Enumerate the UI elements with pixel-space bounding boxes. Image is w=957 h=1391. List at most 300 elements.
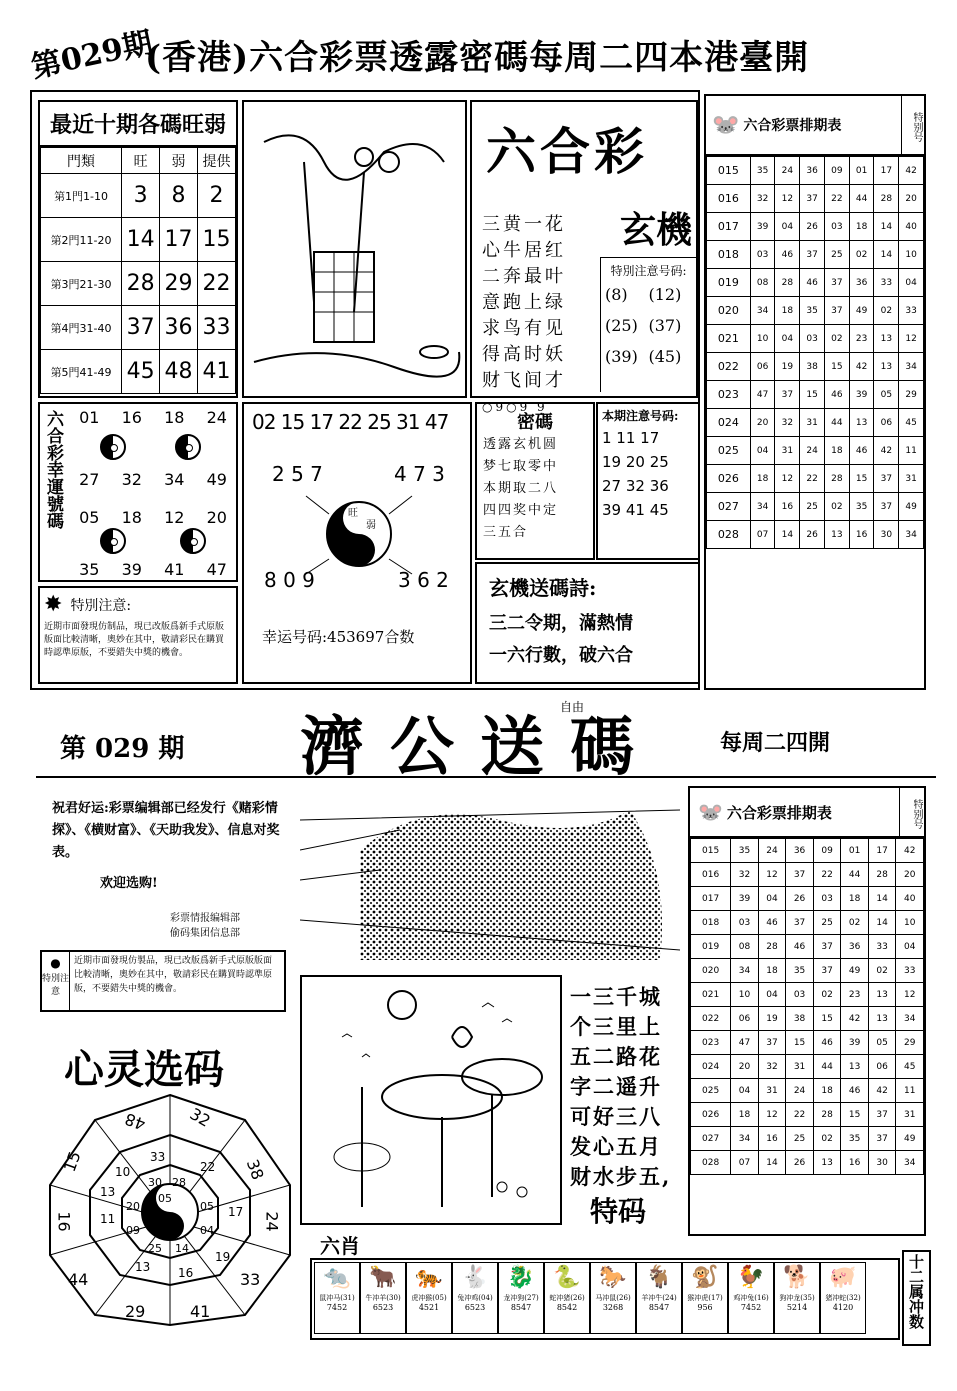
schedule-row xyxy=(691,1007,924,1031)
schedule-title-wrap xyxy=(690,788,900,836)
schedule-cell: 49 xyxy=(849,297,874,325)
wheel-num: 28 xyxy=(172,1176,186,1189)
wheel-num: 41 xyxy=(190,1302,211,1321)
wheel-num: 17 xyxy=(228,1205,244,1219)
wheel-num: 14 xyxy=(175,1242,189,1255)
landscape-image xyxy=(300,790,685,970)
poem-line: 三二令期，滿熱情 xyxy=(489,613,633,634)
schedule-cell: 46 xyxy=(786,935,814,959)
schedule-cell: 04 xyxy=(899,269,924,297)
schedule-cell: 35 xyxy=(786,959,814,983)
center-right-bottom: 3 6 2 xyxy=(398,568,449,592)
zodiac-icon: 🐕 xyxy=(783,1265,811,1290)
schedule-cell: 14 xyxy=(758,1151,786,1175)
schedule-issue: 025 xyxy=(707,437,751,465)
schedule-row xyxy=(707,409,924,437)
schedule-issue: 020 xyxy=(691,959,731,983)
schedule-cell: 04 xyxy=(731,1079,759,1103)
schedule-cell: 28 xyxy=(824,465,849,493)
divider xyxy=(36,776,936,778)
mima-line: 本期取二八 xyxy=(483,481,559,496)
schedule-cell: 15 xyxy=(786,1031,814,1055)
zodiac-name: 虎冲猴(05) xyxy=(411,1294,447,1302)
schedule-row xyxy=(707,297,924,325)
schedule-cell: 46 xyxy=(800,269,825,297)
wheel-num: 33 xyxy=(240,1270,261,1289)
zodiac-side: 十二属冲数 xyxy=(902,1250,931,1346)
zodiac-item xyxy=(406,1262,452,1334)
wheel-num: 10 xyxy=(115,1165,131,1179)
schedule-cell: 12 xyxy=(775,185,800,213)
schedule-cell: 26 xyxy=(800,213,825,241)
schedule-cell: 06 xyxy=(868,1055,896,1079)
wheel-num: 05 xyxy=(200,1200,214,1213)
poem2-line: 财水步五, xyxy=(570,1164,672,1189)
mima-line: 透露玄机圆 xyxy=(483,437,559,452)
landscape-drawing xyxy=(300,790,685,970)
xuanji-subtitle: 玄機 xyxy=(619,209,692,251)
schedule-row xyxy=(707,465,924,493)
xuanji-poem xyxy=(482,212,566,420)
benqi-box xyxy=(596,402,700,560)
lucky-row xyxy=(68,508,238,527)
schedule-cell: 14 xyxy=(868,911,896,935)
schedule-cell: 13 xyxy=(824,521,849,549)
lucky-num: 01 xyxy=(79,408,100,427)
schedule-issue: 025 xyxy=(691,1079,731,1103)
schedule-row xyxy=(691,863,924,887)
cell: 48 xyxy=(160,350,198,394)
poem2-line: 一三千城 xyxy=(570,984,662,1009)
schedule-issue: 020 xyxy=(707,297,751,325)
schedule-cell: 29 xyxy=(899,381,924,409)
center-top: 02 15 17 22 25 31 47 xyxy=(252,410,449,434)
schedule-cell: 34 xyxy=(896,1007,924,1031)
schedule-cell: 37 xyxy=(800,241,825,269)
row-label: 第1門1-10 xyxy=(41,174,122,218)
schedule-cell: 06 xyxy=(750,353,775,381)
zodiac-icon: 🐍 xyxy=(553,1265,581,1290)
zodiac-name: 鸡冲兔(16) xyxy=(733,1294,769,1302)
wheel-num: 32 xyxy=(186,1104,214,1131)
row-label: 第2門11-20 xyxy=(41,218,122,262)
schedule-cell: 30 xyxy=(874,521,899,549)
schedule-cell: 14 xyxy=(775,521,800,549)
circle-icon: ● xyxy=(50,956,61,970)
schedule-cell: 37 xyxy=(813,959,841,983)
schedule-cell: 11 xyxy=(899,437,924,465)
schedule-cell: 16 xyxy=(849,521,874,549)
cell: 14 xyxy=(122,218,160,262)
cell: 33 xyxy=(198,306,236,350)
schedule-cell: 24 xyxy=(758,839,786,863)
schedule-cell: 03 xyxy=(786,983,814,1007)
wheel-num: 25 xyxy=(148,1242,162,1255)
notice-text: 近期市面發現仿制品，現已改版爲新手式原版版面比較清晰，奧妙在其中，敬請彩民在購買時認準原版，不要錯失中獎的機會。 xyxy=(44,622,225,658)
schedule-cell: 03 xyxy=(824,213,849,241)
schedule-issue: 023 xyxy=(691,1031,731,1055)
star-icon: ✸ xyxy=(44,592,63,617)
schedule-cell: 44 xyxy=(813,1055,841,1079)
schedule-cell: 46 xyxy=(758,911,786,935)
zodiac-name: 龙冲狗(27) xyxy=(503,1294,539,1302)
xuanji-box xyxy=(470,100,698,414)
benqi-numbers xyxy=(602,426,694,522)
lucky-row xyxy=(68,408,238,427)
wheel-num: 16 xyxy=(178,1266,194,1280)
schedule-cell: 49 xyxy=(896,1127,924,1151)
center-right-top: 4 7 3 xyxy=(394,462,445,486)
wheel-num: 22 xyxy=(200,1160,216,1174)
zodiac-name: 狗冲龙(35) xyxy=(779,1294,815,1302)
zodiac-number: 3268 xyxy=(602,1303,624,1312)
schedule-cell: 25 xyxy=(813,911,841,935)
schedule-cell: 02 xyxy=(813,983,841,1007)
jigong-small: 自由 xyxy=(560,700,585,714)
zodiac-icon: 🐒 xyxy=(691,1265,719,1290)
schedule-issue: 016 xyxy=(707,185,751,213)
schedule-cell: 03 xyxy=(750,241,775,269)
schedule-row xyxy=(707,325,924,353)
schedule-cell: 38 xyxy=(786,1007,814,1031)
schedule-cell: 04 xyxy=(758,887,786,911)
zodiac-item xyxy=(820,1262,866,1334)
wheel-num: 20 xyxy=(126,1200,140,1213)
zodiac-icon: 🐎 xyxy=(599,1265,627,1290)
poem-line: 财飞间才 xyxy=(482,370,566,391)
special-number: (25) xyxy=(605,316,638,335)
schedule-cell: 18 xyxy=(841,887,869,911)
schedule-issue: 023 xyxy=(707,381,751,409)
zodiac-number: 6523 xyxy=(464,1303,486,1312)
wheel-num: 15 xyxy=(59,1148,85,1175)
schedule-row xyxy=(691,1151,924,1175)
schedule-cell: 10 xyxy=(750,325,775,353)
wheel-num: 16 xyxy=(54,1211,74,1232)
schedule-cell: 13 xyxy=(813,1151,841,1175)
mima-line: 梦七取零中 xyxy=(483,459,559,474)
schedule-cell: 12 xyxy=(899,325,924,353)
hotcold-box xyxy=(38,100,238,398)
schedule-cell: 02 xyxy=(824,493,849,521)
schedule-cell: 05 xyxy=(868,1031,896,1055)
schedule-cell: 40 xyxy=(899,213,924,241)
mima-lines xyxy=(483,434,587,544)
lucky-num: 16 xyxy=(121,408,142,427)
zodiac-icon: 🐓 xyxy=(737,1265,765,1290)
schedule-cell: 31 xyxy=(800,409,825,437)
schedule-cell: 20 xyxy=(899,185,924,213)
tema-label: 特码 xyxy=(590,1195,647,1228)
notice2-sig1: 彩票情报编辑部 xyxy=(170,913,240,924)
schedule-cell: 04 xyxy=(775,213,800,241)
schedule-cell: 07 xyxy=(731,1151,759,1175)
zodiac-item xyxy=(544,1262,590,1334)
schedule-cell: 34 xyxy=(896,1151,924,1175)
schedule-cell: 14 xyxy=(874,241,899,269)
schedule-cell: 25 xyxy=(800,493,825,521)
schedule-header xyxy=(706,96,924,156)
schedule-issue: 018 xyxy=(691,911,731,935)
schedule-cell: 37 xyxy=(813,935,841,959)
schedule-cell: 32 xyxy=(758,1055,786,1079)
schedule-cell: 12 xyxy=(758,863,786,887)
schedule-cell: 37 xyxy=(800,185,825,213)
schedule-cell: 18 xyxy=(813,1079,841,1103)
schedule-title: 六合彩票排期表 xyxy=(726,803,832,822)
schedule-cell: 02 xyxy=(849,241,874,269)
lucky-row xyxy=(68,560,238,579)
notice2-box xyxy=(40,790,300,1030)
lucky-num: 35 xyxy=(79,560,100,579)
schedule-cell: 16 xyxy=(758,1127,786,1151)
schedule-cell: 28 xyxy=(868,863,896,887)
schedule-cell: 35 xyxy=(841,1127,869,1151)
wheel-num: 33 xyxy=(150,1150,166,1164)
schedule-cell: 32 xyxy=(775,409,800,437)
schedule-cell: 46 xyxy=(849,437,874,465)
schedule-cell: 08 xyxy=(731,935,759,959)
schedule-cell: 13 xyxy=(841,1055,869,1079)
schedule-cell: 10 xyxy=(896,911,924,935)
zodiac-icon: 🐐 xyxy=(645,1265,673,1290)
poem2-line: 个三里上 xyxy=(570,1014,662,1039)
lotus-image xyxy=(300,975,562,1225)
schedule-cell: 15 xyxy=(800,381,825,409)
schedule-cell: 13 xyxy=(868,1007,896,1031)
schedule-cell: 33 xyxy=(896,959,924,983)
schedule-cell: 42 xyxy=(874,437,899,465)
schedule-cell: 04 xyxy=(896,935,924,959)
cut-label: 六肖 xyxy=(320,1234,360,1258)
schedule-cell: 35 xyxy=(849,493,874,521)
poem-line: 意跑上绿 xyxy=(482,292,566,313)
schedule-cell: 12 xyxy=(896,983,924,1007)
mima-line: 三五合 xyxy=(483,525,529,540)
schedule-special-label: 特别号 xyxy=(911,799,922,829)
zodiac-name: 猴冲虎(17) xyxy=(687,1294,723,1302)
schedule-cell: 49 xyxy=(899,493,924,521)
schedule-row xyxy=(707,269,924,297)
schedule-cell: 36 xyxy=(786,839,814,863)
schedule-cell: 18 xyxy=(731,1103,759,1127)
schedule-cell: 49 xyxy=(841,959,869,983)
schedule-cell: 34 xyxy=(899,521,924,549)
zodiac-number: 8547 xyxy=(510,1303,532,1312)
schedule-cell: 04 xyxy=(750,437,775,465)
schedule-issue: 026 xyxy=(691,1103,731,1127)
jigong-title: 濟公送碼 xyxy=(300,710,660,785)
schedule-cell: 22 xyxy=(786,1103,814,1127)
poem2 xyxy=(570,982,671,1192)
center-numbers-box xyxy=(242,402,472,684)
schedule-cell: 16 xyxy=(775,493,800,521)
zodiac-item xyxy=(774,1262,820,1334)
wheel-num: 05 xyxy=(158,1192,172,1205)
schedule-cell: 36 xyxy=(841,935,869,959)
schedule-cell: 44 xyxy=(849,185,874,213)
schedule-cell: 17 xyxy=(874,157,899,185)
schedule-cell: 22 xyxy=(800,465,825,493)
schedule-row xyxy=(707,381,924,409)
warn-left xyxy=(42,952,70,1010)
cell: 29 xyxy=(160,262,198,306)
notice2-welcome: 欢迎选购! xyxy=(100,876,158,891)
schedule-cell: 14 xyxy=(868,887,896,911)
yin-yang-icon xyxy=(175,434,201,460)
lucky-num: 24 xyxy=(206,408,227,427)
hotcold-table xyxy=(40,147,236,394)
schedule-cell: 10 xyxy=(899,241,924,269)
cell: 22 xyxy=(198,262,236,306)
schedule-title-wrap xyxy=(706,96,902,154)
schedule-cell: 44 xyxy=(824,409,849,437)
zodiac-item xyxy=(590,1262,636,1334)
zodiac-icon: 🐇 xyxy=(461,1265,489,1290)
cell: 2 xyxy=(198,174,236,218)
benqi-title: 本期注意号码: xyxy=(602,409,679,423)
schedule-cell: 02 xyxy=(874,297,899,325)
schedule-cell: 09 xyxy=(824,157,849,185)
schedule-cell: 37 xyxy=(786,911,814,935)
zodiac-number: 5214 xyxy=(786,1303,808,1312)
schedule-cell: 29 xyxy=(896,1031,924,1055)
schedule-cell: 02 xyxy=(841,911,869,935)
schedule-cell: 18 xyxy=(824,437,849,465)
zodiac-number: 4521 xyxy=(418,1303,440,1312)
hotcold-title: 最近十期各碼旺弱 xyxy=(40,102,236,147)
notice-title: 特別注意: xyxy=(70,597,132,614)
poem-dots: ○9○9 9 xyxy=(482,400,548,414)
schedule-row xyxy=(691,1079,924,1103)
wheel-num: 30 xyxy=(148,1176,162,1189)
poem-line: 得高时妖 xyxy=(482,344,566,365)
schedule-cell: 32 xyxy=(750,185,775,213)
schedule-cell: 22 xyxy=(813,863,841,887)
zodiac-item xyxy=(314,1262,360,1334)
cell: 36 xyxy=(160,306,198,350)
row-label: 第3門21-30 xyxy=(41,262,122,306)
schedule-cell: 35 xyxy=(731,839,759,863)
schedule-cell: 19 xyxy=(775,353,800,381)
schedule-cell: 37 xyxy=(786,863,814,887)
zodiac-icon: 🐅 xyxy=(415,1265,443,1290)
schedule-row xyxy=(691,839,924,863)
schedule-row xyxy=(707,157,924,185)
row-label: 第4門31-40 xyxy=(41,306,122,350)
lucky-num: 39 xyxy=(121,560,142,579)
lucky-num: 49 xyxy=(206,470,227,489)
schedule-issue: 024 xyxy=(707,409,751,437)
zodiac-number: 7452 xyxy=(740,1303,762,1312)
schedule-cell: 19 xyxy=(758,1007,786,1031)
schedule-cell: 33 xyxy=(868,935,896,959)
schedule-cell: 24 xyxy=(775,157,800,185)
schedule-cell: 35 xyxy=(750,157,775,185)
schedule-cell: 25 xyxy=(786,1127,814,1151)
zodiac-number: 4120 xyxy=(832,1303,854,1312)
col-header: 門類 xyxy=(41,148,122,174)
schedule-cell: 05 xyxy=(874,381,899,409)
schedule-cell: 36 xyxy=(800,157,825,185)
mascot-icon: 🐭 xyxy=(712,112,740,138)
schedule-cell: 04 xyxy=(775,325,800,353)
schedule-cell: 02 xyxy=(868,959,896,983)
xuanji-title: 六合彩 xyxy=(486,122,648,181)
mima-line: 四四奖中定 xyxy=(483,503,559,518)
zodiac-number: 8542 xyxy=(556,1303,578,1312)
yin-label2: 弱 xyxy=(366,520,376,531)
schedule-cell: 34 xyxy=(731,959,759,983)
schedule-cell: 46 xyxy=(841,1079,869,1103)
schedule-cell: 15 xyxy=(824,353,849,381)
schedule-row xyxy=(707,437,924,465)
zodiac-name: 羊冲牛(24) xyxy=(641,1294,677,1302)
warn-text: 近期市面發現仿製品，現已改版爲新手式原版版面比較清晰，奧妙在其中，敬請彩民在購買時認準原版，不要錯失中獎的機會。 xyxy=(74,956,273,994)
schedule-cell: 47 xyxy=(750,381,775,409)
cell: 8 xyxy=(160,174,198,218)
schedule-cell: 47 xyxy=(731,1031,759,1055)
zodiac-name: 马冲鼠(26) xyxy=(595,1294,631,1302)
schedule-cell: 09 xyxy=(813,839,841,863)
schedule-issue: 019 xyxy=(707,269,751,297)
yin-label: 旺 xyxy=(348,508,358,519)
schedule-row xyxy=(707,353,924,381)
lucky-codes-box xyxy=(38,402,238,582)
cell: 3 xyxy=(122,174,160,218)
schedule-issue: 027 xyxy=(707,493,751,521)
lucky-number-text: 幸运号码:453697合数 xyxy=(262,628,415,646)
zodiac-number: 956 xyxy=(697,1303,713,1312)
schedule-issue: 019 xyxy=(691,935,731,959)
zodiac-icon: 🐖 xyxy=(829,1265,857,1290)
schedule-cell: 13 xyxy=(868,983,896,1007)
schedule-cell: 37 xyxy=(775,381,800,409)
mascot-icon: 🐭 xyxy=(698,800,723,824)
zodiac-item xyxy=(728,1262,774,1334)
schedule-cell: 01 xyxy=(849,157,874,185)
schedule-cell: 15 xyxy=(813,1007,841,1031)
schedule-row xyxy=(691,1127,924,1151)
lucky-num: 41 xyxy=(164,560,185,579)
zodiac-name: 蛇冲猪(26) xyxy=(549,1294,585,1302)
schedule-cell: 06 xyxy=(731,1007,759,1031)
benqi-row: 39 41 45 xyxy=(602,501,669,519)
cell: 15 xyxy=(198,218,236,262)
schedule-issue: 015 xyxy=(707,157,751,185)
poem-box xyxy=(475,562,700,684)
schedule-cell: 32 xyxy=(731,863,759,887)
cell: 28 xyxy=(122,262,160,306)
schedule-issue: 021 xyxy=(707,325,751,353)
schedule-cell: 15 xyxy=(849,465,874,493)
schedule-cell: 40 xyxy=(896,887,924,911)
schedule-cell: 42 xyxy=(849,353,874,381)
special-number: (12) xyxy=(648,285,682,304)
schedule-table xyxy=(706,156,924,549)
schedule-cell: 42 xyxy=(868,1079,896,1103)
schedule-panel-2 xyxy=(688,786,926,1236)
schedule-cell: 30 xyxy=(868,1151,896,1175)
wheel-num: 13 xyxy=(135,1260,151,1274)
schedule-row xyxy=(691,1103,924,1127)
schedule-cell: 34 xyxy=(899,353,924,381)
schedule-cell: 37 xyxy=(824,269,849,297)
cell: 37 xyxy=(122,306,160,350)
warn-box xyxy=(40,950,286,1012)
center-left-bottom: 8 0 9 xyxy=(264,568,315,592)
cell: 17 xyxy=(160,218,198,262)
